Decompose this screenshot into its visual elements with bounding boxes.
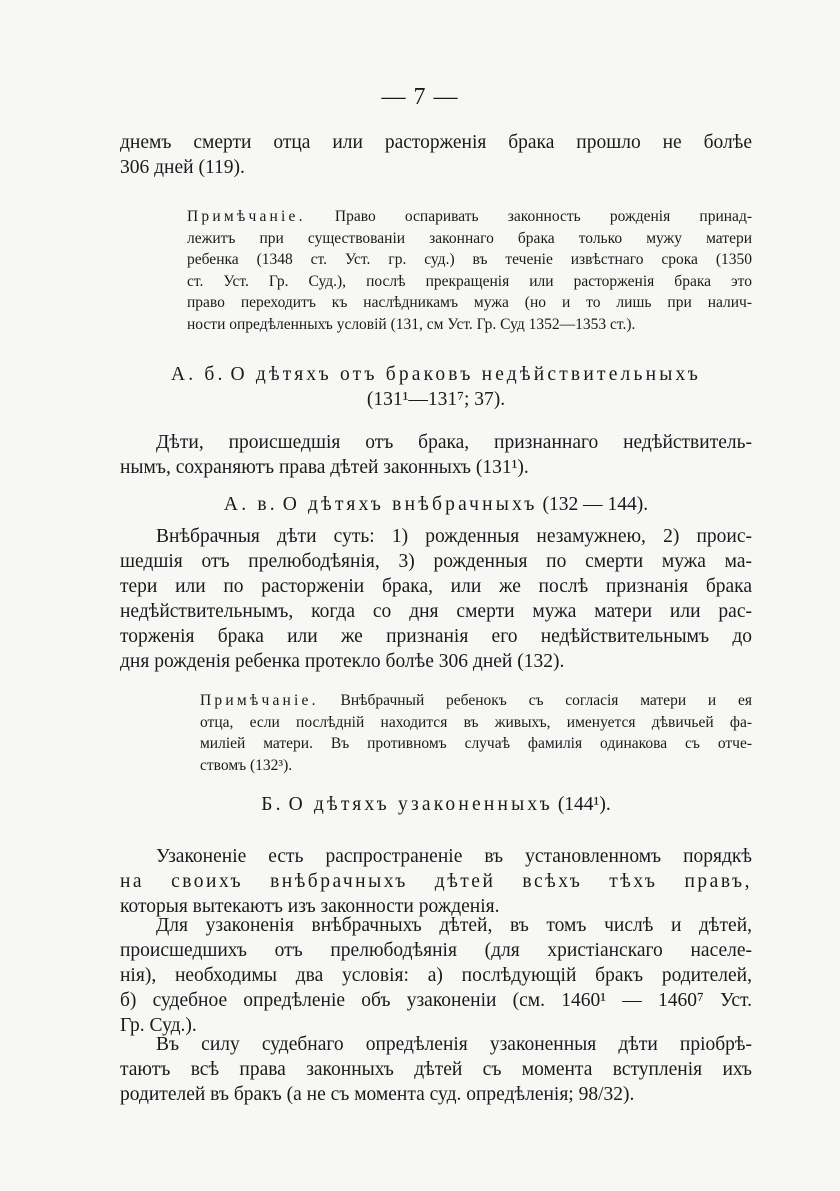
- text-line: таютъ всѣ права законныхъ дѣтей съ момента вступленія ихъ: [120, 1059, 752, 1080]
- heading-ref: (131¹—131⁷; 37).: [366, 389, 506, 410]
- note-line: ст. Уст. Гр. Суд.), послѣ прекращенія или расторженія брака это: [187, 272, 752, 290]
- text-line: шедшія отъ прелюбодѣянія, 3) рожденныя по смерти мужа ма-: [120, 551, 752, 572]
- paragraph-a-v: [120, 524, 752, 674]
- text-line: б) судебное опредѣленіе объ узаконеніи (см. 1460¹ — 1460⁷ Уст.: [120, 990, 752, 1011]
- text-line: торженія брака или же признанія его недѣйствительнымъ до: [120, 626, 752, 647]
- text-line: Дѣти, происшедшія отъ брака, признаннаго недѣйствитель-: [156, 432, 752, 453]
- text-line: Гр. Суд.).: [120, 1015, 197, 1036]
- text-line: происшедшихъ отъ прелюбодѣянія (для христіанскаго населе-: [120, 940, 752, 961]
- opening-paragraph: [120, 130, 752, 180]
- paragraph-b-1: [120, 844, 752, 919]
- heading-ref: (132 — 144).: [542, 494, 649, 515]
- note-label: Примѣчаніе.: [200, 692, 319, 709]
- section-heading-b: [120, 792, 752, 817]
- text-line: Въ силу судебнаго опредѣленія узаконенныя дѣти пріобрѣ-: [156, 1034, 752, 1055]
- paragraph-b-3: [120, 1032, 752, 1107]
- note-line: ности опредѣленныхъ условій (131, см Уст. Гр. Суд 1352—1353 ст.).: [187, 315, 636, 333]
- text-line: на своихъ внѣбрачныхъ дѣтей всѣхъ тѣхъ правъ,: [120, 871, 752, 892]
- text-line: нымъ, сохраняютъ права дѣтей законныхъ (131¹).: [120, 457, 529, 478]
- note-line: лежитъ при существованіи законнаго брака только мужу матери: [187, 229, 752, 247]
- heading-prefix: А. в.: [223, 494, 278, 515]
- heading-title: О дѣтяхъ узаконенныхъ: [288, 794, 553, 815]
- heading-prefix: А. б.: [170, 364, 226, 385]
- heading-ref: (144¹).: [557, 794, 611, 815]
- note-text: Внѣбрачный ребенокъ съ согласія матери и ея: [340, 692, 753, 709]
- text-line: Для узаконенія внѣбрачныхъ дѣтей, въ томъ числѣ и дѣтей,: [156, 915, 752, 936]
- section-heading-a-v: [120, 492, 752, 517]
- section-heading-a-b: [120, 362, 752, 412]
- note-line: [187, 206, 752, 228]
- text-line: Узаконеніе есть распространеніе въ установленномъ порядкѣ: [156, 846, 752, 867]
- heading-title: О дѣтяхъ внѣбрачныхъ: [282, 494, 538, 515]
- text-line: родителей въ бракъ (а не съ момента суд. опредѣленія; 98/32).: [120, 1084, 635, 1105]
- paragraph-b-2: [120, 913, 752, 1038]
- note-1: [187, 206, 752, 335]
- text-line: которыя вытекаютъ изъ законности рожденія.: [120, 896, 500, 917]
- note-line: ствомъ (132³).: [200, 756, 293, 774]
- text-line: Внѣбрачныя дѣти суть: 1) рожденныя незамужнею, 2) проис-: [156, 526, 752, 547]
- note-text: Право оспаривать законность рожденія принад-: [334, 208, 752, 225]
- paragraph-a-b: [120, 430, 752, 480]
- note-2: [200, 690, 752, 776]
- text-line: нія), необходимы два условія: а) послѣдующій бракъ родителей,: [120, 965, 752, 986]
- heading-prefix: Б.: [261, 794, 284, 815]
- heading-title: О дѣтяхъ отъ браковъ недѣйствительныхъ: [230, 364, 702, 385]
- text-line: тери или по расторженіи брака, или же послѣ признанія брака: [120, 576, 752, 597]
- note-line: миліей матери. Въ противномъ случаѣ фамилія одинакова съ отче-: [200, 735, 752, 752]
- note-line: право переходитъ къ наслѣдникамъ мужа (но и то лишь при налич-: [187, 294, 752, 311]
- note-line: [200, 690, 752, 712]
- page-number: — 7 —: [381, 84, 459, 110]
- text-line: дня рожденія ребенка протекло болѣе 306 дней (132).: [120, 651, 565, 672]
- text-line: днемъ смерти отца или расторженія брака прошло не болѣе: [120, 132, 752, 153]
- text-line: 306 дней (119).: [120, 157, 245, 178]
- note-line: ребенка (1348 ст. Уст. гр. суд.) въ теченіе извѣстнаго срока (1350: [187, 251, 752, 268]
- heading-line: [120, 362, 752, 387]
- note-line: отца, если послѣдній находится въ живыхъ, именуется дѣвичьей фа-: [200, 713, 752, 731]
- text-line: недѣйствительнымъ, когда со дня смерти мужа матери или рас-: [120, 601, 752, 622]
- note-label: Примѣчаніе.: [187, 208, 306, 225]
